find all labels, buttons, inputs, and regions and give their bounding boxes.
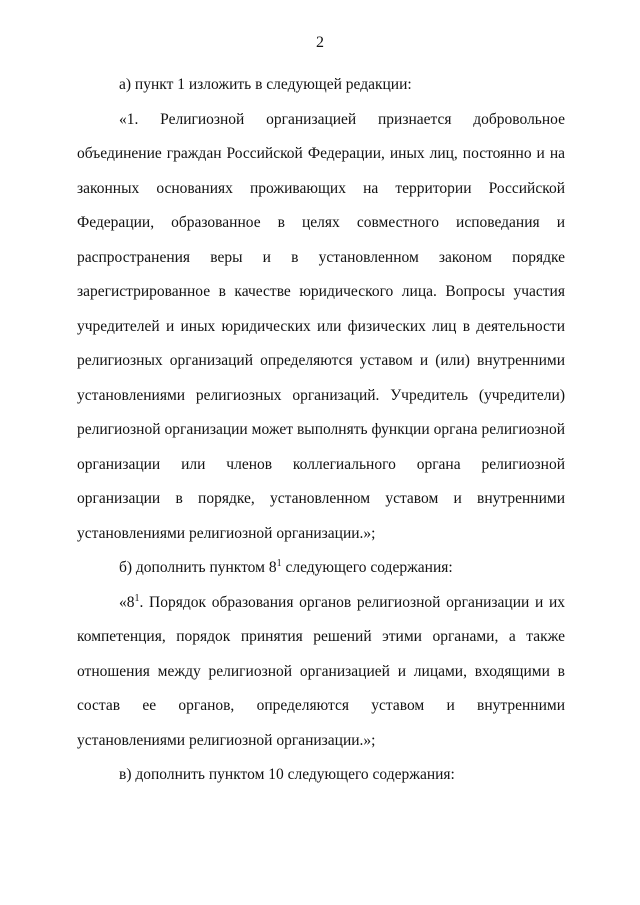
superscript: 1 (134, 592, 140, 604)
superscript: 1 (276, 557, 282, 569)
paragraph-item-b-quote (77, 586, 565, 759)
document-body (77, 68, 565, 793)
paragraph-item-a: а) пункт 1 изложить в следующей редакции: (119, 76, 412, 93)
paragraph-item-b-quote-text: . Порядок образования органов религиозной организации и их компетенция, порядок принятия решений этими органами, а также отношения между религиозной организацией и лицами, входящими в состав ее органов, определяются уставом и внутренними установлениями религиозной организации.»; (77, 593, 565, 749)
paragraph-item-b (77, 551, 565, 586)
paragraph-item-b-text: б) дополнить пунктом 8 (119, 559, 277, 576)
paragraph-item-b-quote-start: «8 (119, 593, 135, 611)
paragraph-item-v: в) дополнить пунктом 10 следующего содержания: (119, 766, 455, 783)
page-number: 2 (316, 34, 324, 51)
paragraph-item-a-quote: «1. Религиозной организацией признается добровольное объединение граждан Российской Федерации, иных лиц, постоянно и на законных основаниях проживающих на территории Российской Федерации, образованное в целях совместного исповедания и распространения веры и в установленном законом порядке зарегистрированное в качестве юридического лица. Вопросы участия учредителей и иных юридических или физических лиц в деятельности религиозных организаций определяются уставом и (или) внутренними установлениями религиозных организаций. Учредитель (учредители) религиозной организации может выполнять функции органа религиозной организации или членов коллегиального органа религиозной организации в порядке, установленном уставом и внутренними установлениями религиозной организации.»; (77, 110, 565, 542)
paragraph-item-b-text-end: следующего содержания: (281, 559, 453, 576)
